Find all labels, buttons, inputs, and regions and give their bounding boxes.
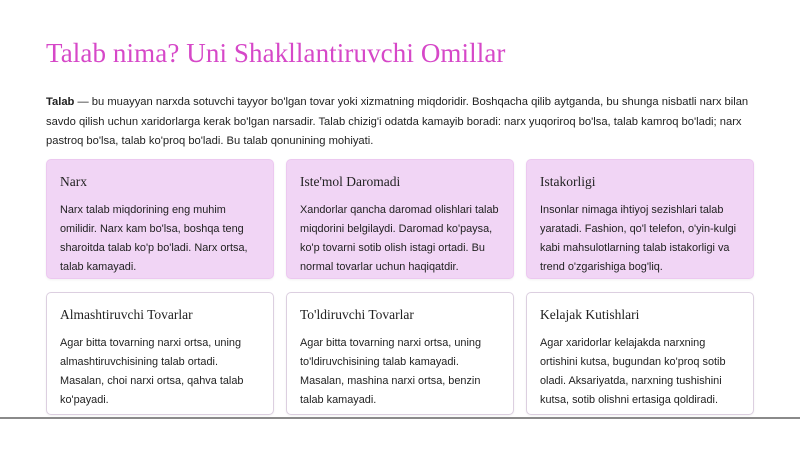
card-toldiruvchi-tovarlar	[286, 292, 514, 415]
card-text: Insonlar nimaga ihtiyoj sezishlari talab yaratadi. Fashion, qo'l telefon, o'yin-kulgi kabi mahsulotlarning talab istakorligi va trend o'zgarishiga bog'liq.	[540, 204, 737, 273]
card-title: Istakorligi	[540, 174, 596, 189]
card-title: Narx	[60, 174, 87, 189]
card-istakorligi	[526, 159, 754, 279]
intro-paragraph	[46, 93, 756, 152]
card-narx	[46, 159, 274, 279]
card-title: Kelajak Kutishlari	[540, 307, 640, 322]
intro-text: — bu muayyan narxda sotuvchi tayyor bo'lgan tovar yoki xizmatning miqdoridir. Boshqacha qilib aytganda, bu shunga nisbatli narx bilan savdo qilish uchun xaridorlarga kerak bo'lgan narsadir. Talab chizig'i odatda kamayib boradi: narx yuqoriroq bo'lsa, talab kamroq bo'ladi; narx pastroq bo'lsa, talab ko'proq bo'ladi. Bu talab qonunining mohiyati.	[46, 96, 749, 147]
page-title: Talab nima? Uni Shakllantiruvchi Omillar	[46, 38, 506, 68]
card-title: To'ldiruvchi Tovarlar	[300, 307, 414, 322]
card-kelajak-kutishlari	[526, 292, 754, 415]
card-text: Agar bitta tovarning narxi ortsa, uning to'ldiruvchisining talab kamayadi. Masalan, mashina narxi ortsa, benzin talab kamayadi.	[300, 337, 482, 406]
card-istemol-daromadi	[286, 159, 514, 279]
bottom-blank-area	[0, 419, 800, 450]
card-text: Agar xaridorlar kelajakda narxning ortishini kutsa, bugundan ko'proq sotib oladi. Aksariyatda, narxning tushishini kutsa, sotib olishni ertasiga qoldiradi.	[540, 337, 726, 406]
intro-term: Talab	[46, 96, 75, 108]
card-text: Narx talab miqdorining eng muhim omilidir. Narx kam bo'lsa, boshqa teng sharoitda talab ko'p bo'ladi. Narx ortsa, talab kamayadi.	[60, 204, 248, 273]
card-text: Agar bitta tovarning narxi ortsa, uning almashtiruvchisining talab ortadi. Masalan, choi narxi ortsa, qahva talab ko'payadi.	[60, 337, 244, 406]
card-title: Iste'mol Daromadi	[300, 174, 401, 189]
card-almashtiruvchi-tovarlar	[46, 292, 274, 415]
card-title: Almashtiruvchi Tovarlar	[60, 307, 193, 322]
card-text: Xandorlar qancha daromad olishlari talab miqdorini belgilaydi. Daromad ko'paysa, ko'p tovarni sotib olish istagi ortadi. Bu normal tovarlar uchun haqiqatdir.	[300, 204, 499, 273]
